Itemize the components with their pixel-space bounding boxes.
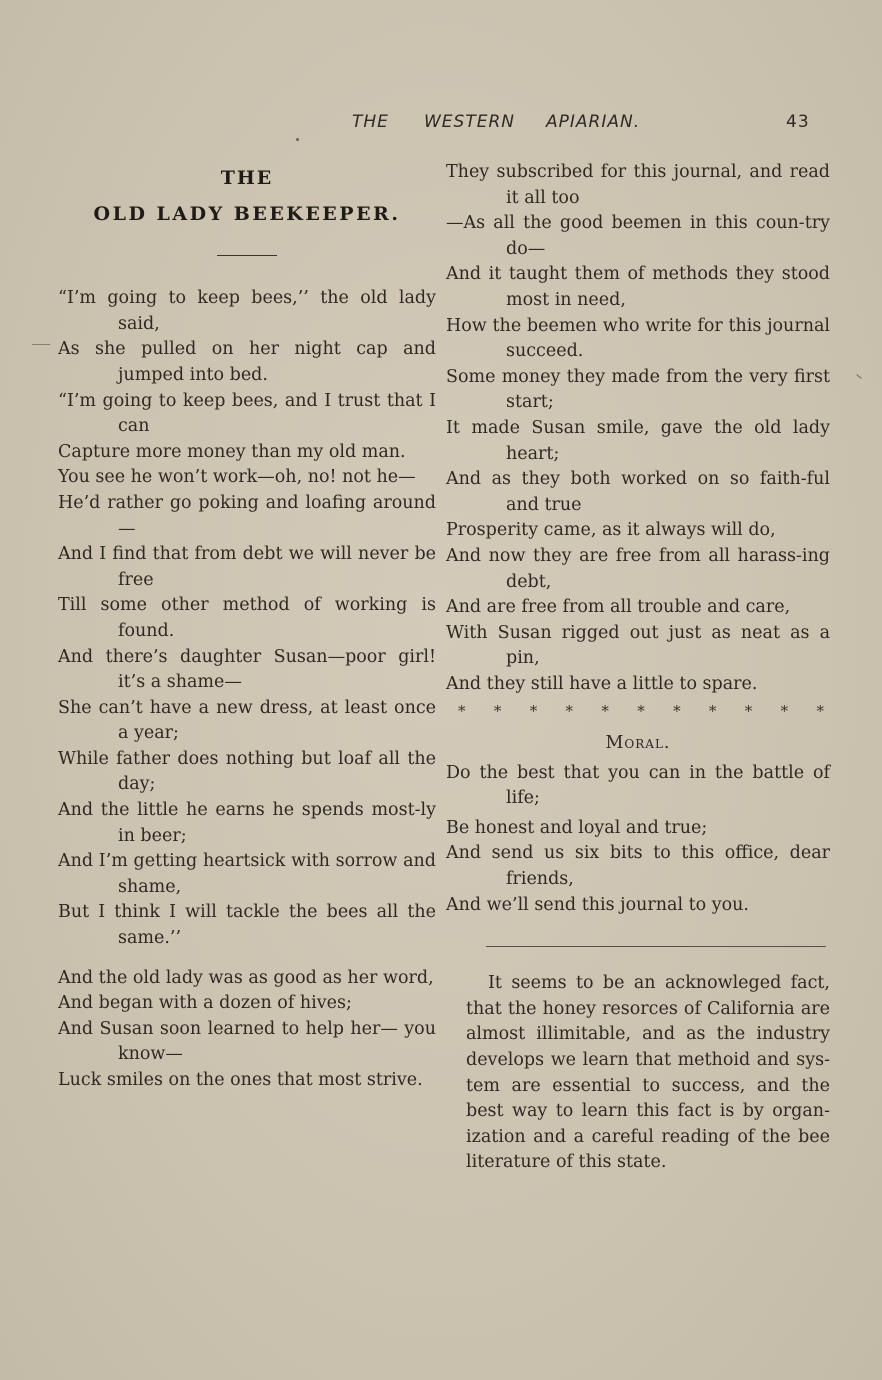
star-glyph: * [529,702,538,721]
poem-line: And there’s daughter Susan—poor girl! it’s a shame— [58,646,436,693]
poem-line: —As all the good beemen in this coun-try do— [446,213,830,259]
poem-line: He’d rather go poking and loafing around— [58,492,436,539]
header-apiarian: APIARIAN. [546,112,641,132]
page-number: 43 [786,112,810,132]
poem-line: And I find that from debt we will never be free [58,544,436,590]
poem-line: Some money they made from the very first start; [446,366,830,413]
article-divider [486,946,826,947]
poem-line: And are free from all trouble and care, [446,597,791,618]
poem-line: You see he won’t work—oh, no! not he— [58,467,416,488]
poem-line: Luck smiles on the ones that most strive. [58,1070,423,1090]
running-header [340,112,810,138]
poem-line: And the little he earns he spends most-ly in beer; [58,800,436,846]
poem-left-column [58,160,436,1094]
star-glyph: * [458,702,466,721]
poem-line: And began with a dozen of hives; [58,993,352,1014]
poem-line: And now they are free from all harass-ing debt, [446,545,830,592]
poem-line: As she pulled on her night cap and jumped into bed. [58,339,436,385]
ink-speck [32,344,50,345]
header-the: THE [352,112,389,132]
poem-line: And as they both worked on so faith-ful and true [446,469,830,515]
moral-line: Do the best that you can in the battle of life; [446,762,830,809]
poem-line: Till some other method of working is found. [58,595,436,641]
poem-line: And they still have a little to spare. [446,673,758,694]
star-glyph: * [816,702,824,721]
poem-line: With Susan rigged out just as neat as a pin, [446,622,830,669]
poem-line: “I’m going to keep bees,’’ the old lady said, [58,288,436,334]
star-glyph: * [493,702,502,721]
star-glyph: * [673,702,681,721]
poem-line: It made Susan smile, gave the old lady heart; [446,417,830,464]
star-glyph: * [744,702,753,721]
poem-line: And it taught them of methods they stood most in need, [446,264,830,310]
poem-line: “I’m going to keep bees, and I trust that I can [58,390,436,437]
poem-line: While father does nothing but loaf all the day; [58,748,436,795]
poem-title-line2: OLD LADY BEEKEEPER. [93,202,401,225]
poem-line: And Susan soon learned to help her— you know— [58,1018,436,1065]
star-glyph: * [637,702,645,721]
star-glyph: * [780,702,789,721]
poem-line: Prosperity came, as it always will do, [446,520,776,541]
moral-line: Be honest and loyal and true; [446,817,708,838]
poem-line: And I’m getting heartsick with sorrow and shame, [58,851,436,897]
section-stars [446,699,830,725]
poem-line: They subscribed for this journal, and read it all too [446,162,830,208]
header-western: WESTERN [424,112,515,132]
title-divider [217,255,277,256]
ink-speck [296,138,299,141]
star-glyph: * [601,702,609,721]
moral-line: And we’ll send this journal to you. [446,894,749,915]
article-paragraph: It seems to be an acknowleged fact, that the honey resorces of California are almost illimitable, and as the industry develops we learn that methoid and sys-tem are essential to success, and the best way to learn this fact is by organ-ization and a careful reading of the bee literature of this state. [466,973,830,1173]
poem-line: She can’t have a new dress, at least once a year; [58,697,436,744]
poem-line: But I think I will tackle the bees all the same.’’ [58,902,436,949]
moral-line: And send us six bits to this office, dear friends, [446,843,830,890]
poem-line: How the beemen who write for this journal succeed. [446,315,830,362]
poem-line: Capture more money than my old man. [58,441,406,462]
poem-line: And the old lady was as good as her word, [58,967,434,988]
poem-title-line1: THE [220,167,274,189]
star-glyph: * [565,702,574,721]
moral-heading: Moral. [605,733,671,754]
poem-right-column [446,160,830,1193]
star-glyph: * [708,702,717,721]
ink-speck [856,374,861,379]
